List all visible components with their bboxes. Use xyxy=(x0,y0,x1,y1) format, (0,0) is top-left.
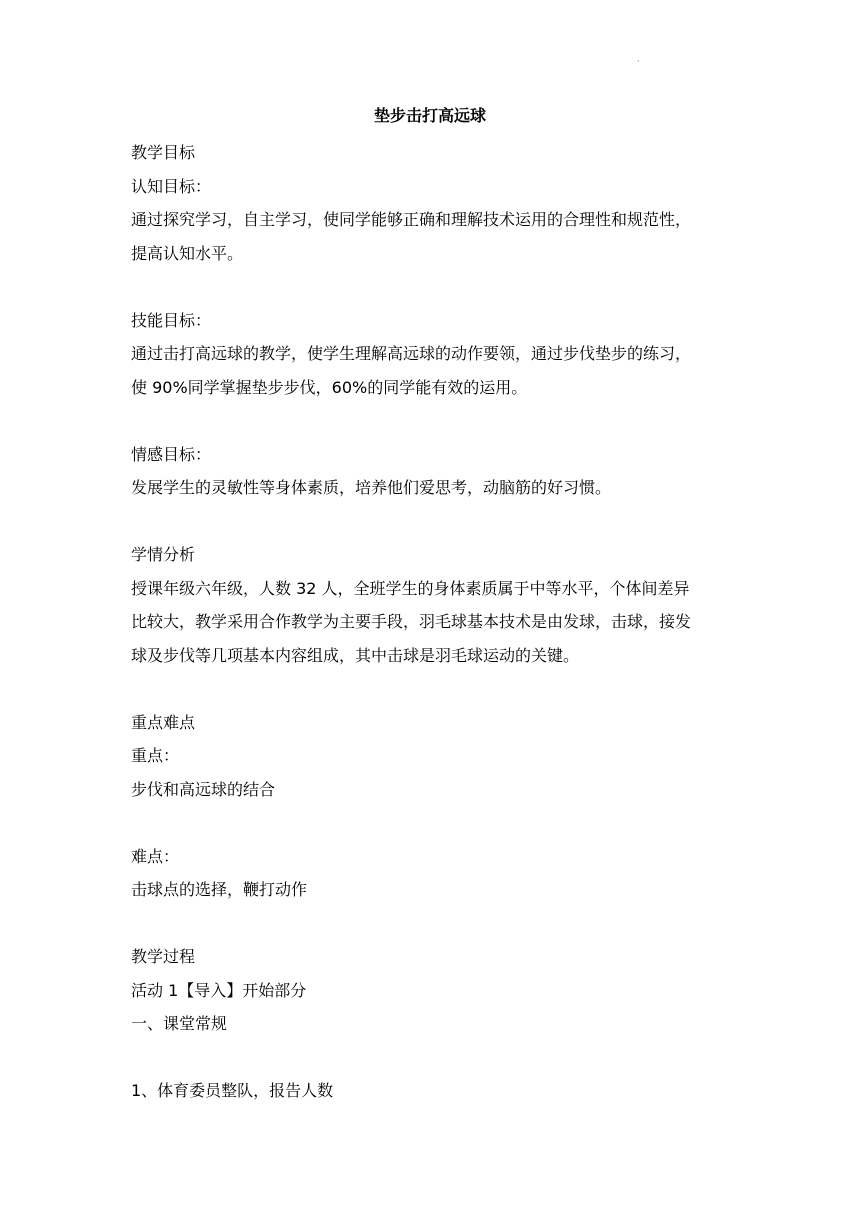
body-text-line: 通过击打高远球的教学，使学生理解高远球的动作要领，通过步伐垫步的练习， xyxy=(131,344,692,363)
body-text-line: 比较大，教学采用合作教学为主要手段，羽毛球基本技术是由发球，击球，接发 xyxy=(131,612,692,631)
activity-heading: 活动 1【导入】开始部分 xyxy=(131,980,307,1000)
section-heading-process: 教学过程 xyxy=(131,947,196,966)
section-heading-analysis: 学情分析 xyxy=(131,545,196,564)
blank-line xyxy=(131,404,731,438)
document-title: 垫步击打高远球 xyxy=(373,106,486,125)
blank-line xyxy=(131,1041,731,1075)
list-item: 1、体育委员整队，报告人数 xyxy=(131,1081,334,1100)
subheading-cognitive: 认知目标： xyxy=(131,176,212,196)
list-heading: 一、课堂常规 xyxy=(131,1014,228,1033)
body-text-line: 击球点的选择，鞭打动作 xyxy=(131,880,308,899)
subheading-key: 重点： xyxy=(131,746,180,765)
document-body xyxy=(131,136,731,1108)
body-text-line: 步伐和高远球的结合 xyxy=(131,779,276,799)
body-text-line: 提高认知水平。 xyxy=(131,243,244,263)
blank-line xyxy=(131,505,731,539)
subheading-affective: 情感目标： xyxy=(131,444,212,464)
blank-line xyxy=(131,806,731,840)
blank-line xyxy=(131,672,731,706)
body-text-line: 使 90%同学掌握垫步步伐，60%的同学能有效的运用。 xyxy=(131,377,528,397)
subheading-difficulty: 难点： xyxy=(131,846,180,866)
subheading-skill: 技能目标： xyxy=(131,310,212,330)
body-text-line: 通过探究学习，自主学习，使同学能够正确和理解技术运用的合理性和规范性， xyxy=(131,210,692,229)
body-text-line: 授课年级六年级，人数 32 人，全班学生的身体素质属于中等水平，个体间差异 xyxy=(131,578,690,598)
blank-line xyxy=(131,270,731,304)
section-heading-objectives: 教学目标 xyxy=(131,143,196,162)
body-text-line: 发展学生的灵敏性等身体素质，培养他们爱思考，动脑筋的好习惯。 xyxy=(131,478,612,497)
page-mark: · xyxy=(637,57,640,66)
section-heading-key-points: 重点难点 xyxy=(131,712,196,732)
body-text-line: 球及步伐等几项基本内容组成，其中击球是羽毛球运动的关键。 xyxy=(131,645,580,665)
blank-line xyxy=(131,907,731,941)
